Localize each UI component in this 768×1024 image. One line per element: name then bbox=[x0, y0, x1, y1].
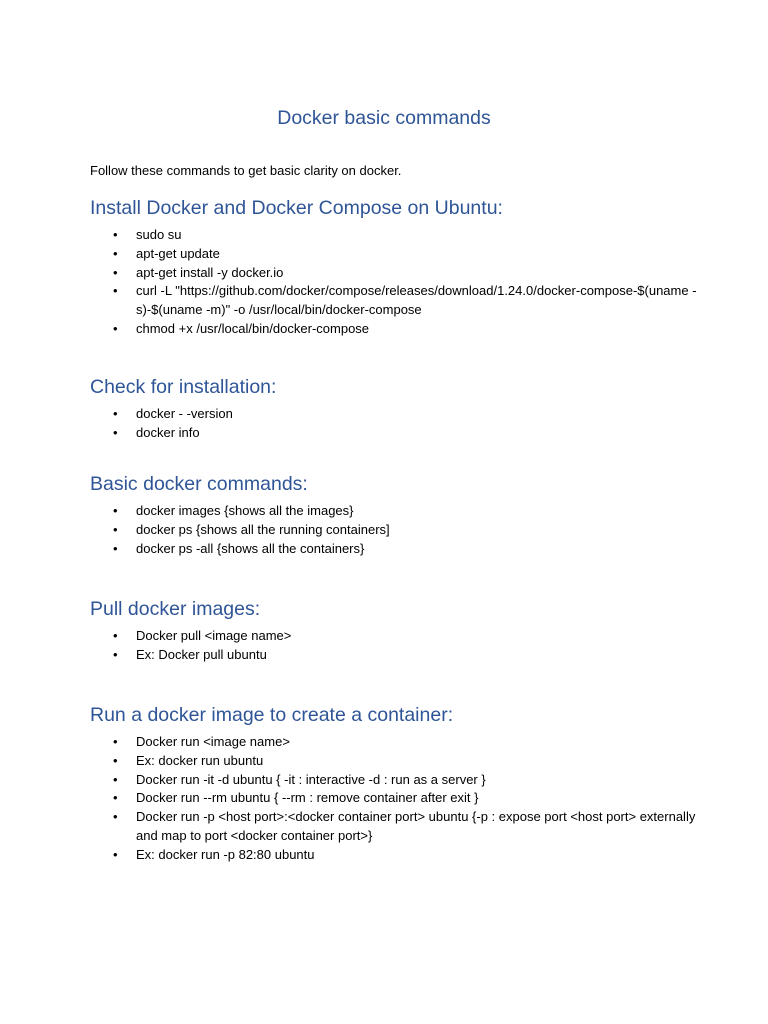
list-item bbox=[90, 808, 700, 846]
list-item bbox=[90, 245, 700, 264]
list-item-text: apt-get install -y docker.io bbox=[136, 264, 284, 280]
list-item bbox=[90, 320, 700, 339]
section-heading: Check for installation: bbox=[90, 376, 277, 398]
list-item-text: docker - -version bbox=[136, 406, 233, 421]
list-item bbox=[90, 226, 700, 245]
list-item bbox=[90, 540, 700, 559]
list-item-text: Ex: Docker pull ubuntu bbox=[136, 646, 267, 662]
list-item bbox=[90, 771, 700, 790]
section-check-installation bbox=[90, 375, 700, 443]
list-item-text: Docker run -it -d ubuntu { -it : interactive -d : run as a server } bbox=[136, 771, 486, 787]
list-item bbox=[90, 627, 700, 646]
list-item-text: Docker run -p <host port>:<docker container port> ubuntu {-p : expose port <host port> externally and map to port <docker container port>} bbox=[136, 809, 696, 843]
list-item bbox=[90, 264, 700, 283]
bullet-list bbox=[90, 627, 700, 665]
bullet-list bbox=[90, 405, 700, 443]
bullet-icon: • bbox=[113, 245, 118, 261]
list-item-text: Ex: docker run ubuntu bbox=[136, 752, 264, 768]
section-heading: Run a docker image to create a container: bbox=[90, 704, 454, 726]
list-item bbox=[90, 846, 700, 865]
list-item bbox=[90, 646, 700, 665]
list-item bbox=[90, 282, 700, 320]
section-run-container bbox=[90, 703, 700, 865]
list-item-text: docker images {shows all the images} bbox=[136, 503, 354, 518]
bullet-icon: • bbox=[113, 790, 118, 806]
list-item-text: Docker pull <image name> bbox=[136, 628, 292, 643]
section-heading: Install Docker and Docker Compose on Ubuntu: bbox=[90, 197, 503, 219]
section-heading: Pull docker images: bbox=[90, 598, 261, 620]
bullet-icon: • bbox=[113, 846, 118, 862]
list-item bbox=[90, 521, 700, 540]
list-item bbox=[90, 789, 700, 808]
bullet-icon: • bbox=[113, 734, 118, 749]
bullet-icon: • bbox=[113, 809, 118, 825]
list-item-text: Docker run <image name> bbox=[136, 734, 290, 749]
list-item-text: docker info bbox=[136, 424, 200, 440]
bullet-icon: • bbox=[113, 503, 118, 518]
list-item bbox=[90, 502, 700, 521]
section-basic-commands bbox=[90, 472, 700, 558]
section-install bbox=[90, 196, 700, 339]
list-item bbox=[90, 733, 700, 752]
bullet-list bbox=[90, 226, 700, 339]
bullet-icon: • bbox=[113, 283, 118, 299]
list-item-text: docker ps -all {shows all the containers} bbox=[136, 540, 365, 556]
bullet-icon: • bbox=[113, 628, 118, 643]
document-title: Docker basic commands bbox=[277, 107, 491, 129]
list-item-text: Docker run --rm ubuntu { --rm : remove container after exit } bbox=[136, 790, 479, 806]
list-item-text: docker ps {shows all the running containers] bbox=[136, 521, 390, 537]
section-heading: Basic docker commands: bbox=[90, 473, 308, 495]
bullet-icon: • bbox=[113, 771, 118, 787]
bullet-icon: • bbox=[113, 424, 118, 440]
bullet-list bbox=[90, 733, 700, 865]
intro-paragraph: Follow these commands to get basic clarity on docker. bbox=[90, 163, 402, 178]
bullet-icon: • bbox=[113, 540, 118, 556]
bullet-icon: • bbox=[113, 752, 118, 768]
list-item bbox=[90, 405, 700, 424]
list-item bbox=[90, 424, 700, 443]
list-item-text: chmod +x /usr/local/bin/docker-compose bbox=[136, 320, 370, 336]
bullet-icon: • bbox=[113, 521, 118, 537]
bullet-icon: • bbox=[113, 227, 118, 242]
bullet-list bbox=[90, 502, 700, 558]
list-item-text: apt-get update bbox=[136, 245, 220, 261]
section-pull-images bbox=[90, 597, 700, 665]
bullet-icon: • bbox=[113, 320, 118, 336]
list-item-text: sudo su bbox=[136, 227, 182, 242]
bullet-icon: • bbox=[113, 264, 118, 280]
bullet-icon: • bbox=[113, 646, 118, 662]
list-item-text: Ex: docker run -p 82:80 ubuntu bbox=[136, 846, 315, 862]
list-item-text: curl -L "https://github.com/docker/compose/releases/download/1.24.0/docker-compose-$(uname -s)-$(uname -m)" -o /usr/local/bin/docker-compose bbox=[136, 283, 697, 318]
list-item bbox=[90, 752, 700, 771]
bullet-icon: • bbox=[113, 406, 118, 421]
